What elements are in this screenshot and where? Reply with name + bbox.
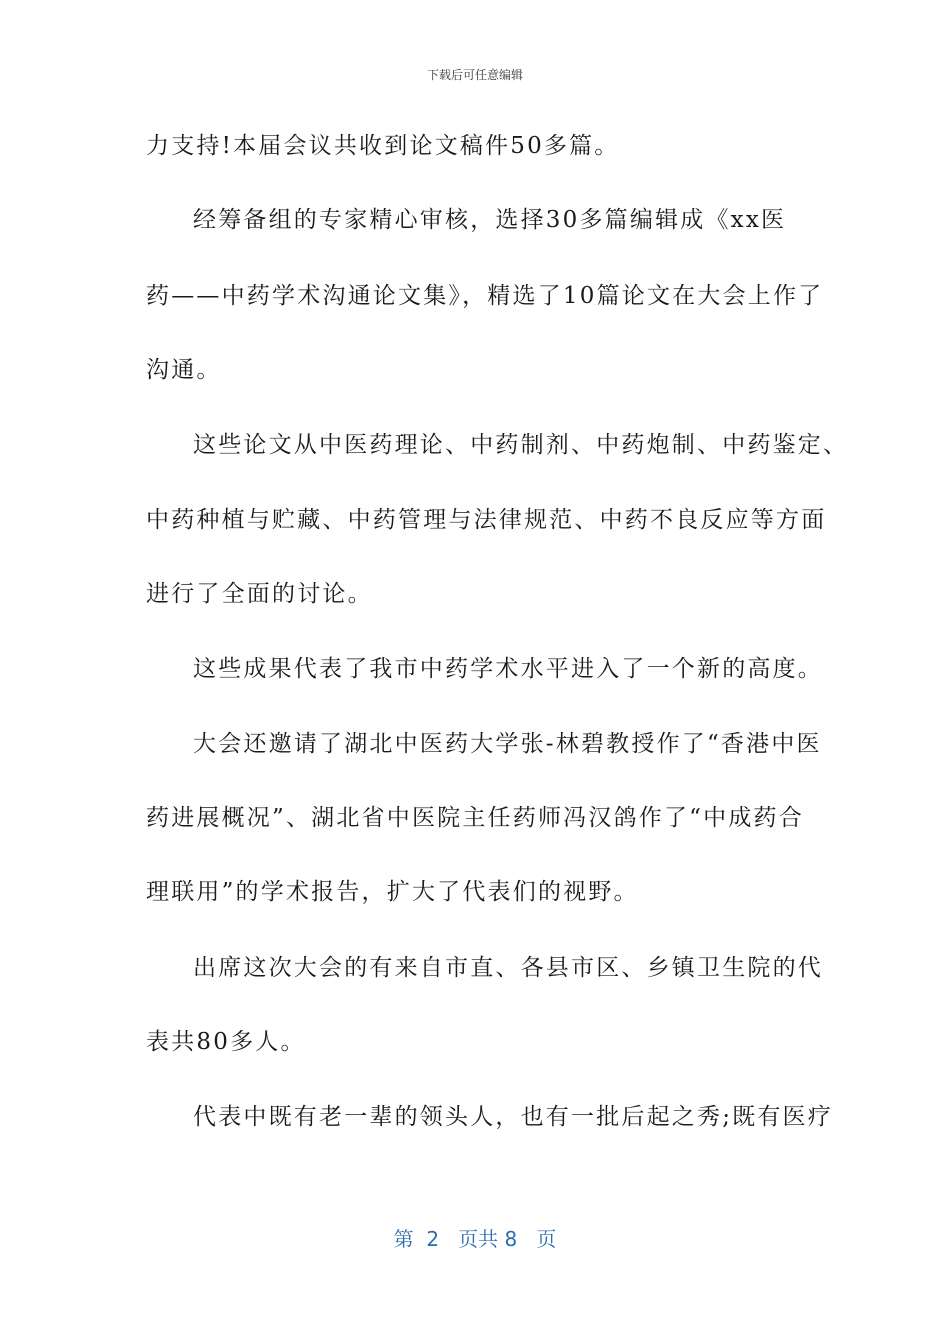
footer-middle: 页共 <box>458 1227 499 1251</box>
paragraph-line: 药进展概况”、湖北省中医院主任药师冯汉鸽作了“中成药合 <box>146 805 804 831</box>
paragraph-line: 表共80多人。 <box>146 1029 306 1055</box>
paragraph-line: 这些论文从中医药理论、中药制剂、中药炮制、中药鉴定、 <box>193 432 849 458</box>
paragraph-line: 出席这次大会的有来自市直、各县市区、乡镇卫生院的代 <box>193 955 823 981</box>
paragraph-line: 经筹备组的专家精心审核，选择30多篇编辑成《xx医 <box>193 207 787 233</box>
paragraph-line: 沟通。 <box>146 357 222 383</box>
total-page-count: 8 <box>504 1227 518 1251</box>
paragraph-line: 大会还邀请了湖北中医药大学张-林碧教授作了“香港中医 <box>193 731 822 757</box>
footer-prefix: 第 <box>393 1227 414 1251</box>
paragraph-line: 药——中药学术沟通论文集》，精选了10篇论文在大会上作了 <box>146 283 824 309</box>
paragraph-line: 这些成果代表了我市中药学术水平进入了一个新的高度。 <box>193 656 823 682</box>
paragraph-line: 中药种植与贮藏、中药管理与法律规范、中药不良反应等方面 <box>146 507 827 533</box>
paragraph-line: 代表中既有老一辈的领头人，也有一批后起之秀;既有医疗 <box>193 1104 833 1130</box>
current-page-number: 2 <box>426 1227 440 1251</box>
page-header: 下载后可任意编辑 <box>426 68 523 82</box>
paragraph-line: 力支持!本届会议共收到论文稿件50多篇。 <box>146 133 620 159</box>
paragraph-line: 进行了全面的讨论。 <box>146 581 373 607</box>
paragraph-line: 理联用”的学术报告，扩大了代表们的视野。 <box>146 879 639 905</box>
footer-suffix: 页 <box>536 1227 557 1251</box>
page-footer <box>0 1226 950 1252</box>
